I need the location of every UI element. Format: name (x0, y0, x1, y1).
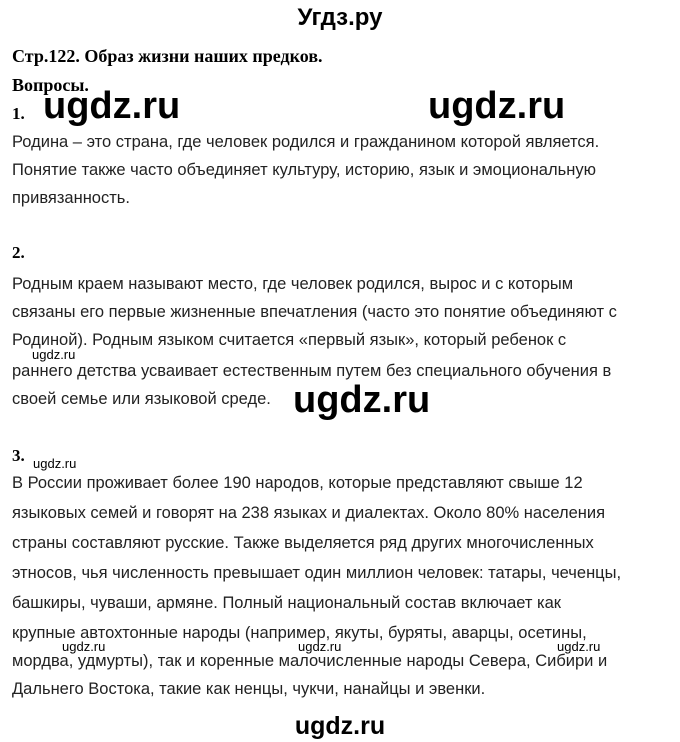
watermark-small-5: ugdz.ru (557, 639, 601, 654)
answer-3-line-5: башкиры, чуваши, армяне. Полный национальный состав включает как (12, 594, 562, 612)
answer-2-line-2: связаны его первые жизненные впечатления (часто это понятие объединяют с (12, 303, 617, 321)
answer-1-line-2: Понятие также часто объединяет культуру, историю, язык и эмоциональную (12, 161, 596, 179)
question-number-1: 1. (12, 104, 25, 123)
section-label: Вопросы. (12, 75, 89, 95)
answer-3-line-4: этносов, чья численность превышает один миллион человек: татары, чеченцы, (12, 564, 622, 582)
watermark-large-1: ugdz.ru (43, 85, 181, 127)
answer-3-line-1: В России проживает более 190 народов, которые представляют свыше 12 (12, 474, 583, 492)
answer-2-line-5: своей семье или языковой среде. (12, 390, 271, 408)
watermark-large-3: ugdz.ru (293, 379, 431, 421)
question-number-3: 3. (12, 446, 25, 465)
page-heading: Стр.122. Образ жизни наших предков. (12, 46, 323, 66)
watermark-small-2: ugdz.ru (33, 456, 77, 471)
answer-2-line-3: Родиной). Родным языком считается «первый язык», который ребенок с (12, 331, 567, 349)
answer-1-line-1: Родина – это страна, где человек родился и гражданином которой является. (12, 133, 600, 151)
answer-3-line-7: мордва, удмурты), так и коренные малочисленные народы Севера, Сибири и (12, 652, 608, 670)
watermark-small-3: ugdz.ru (62, 639, 106, 654)
answer-3-line-3: страны составляют русские. Также выделяется ряд других многочисленных (12, 534, 594, 552)
answer-3-line-2: языковых семей и говорят на 238 языках и диалектах. Около 80% населения (12, 504, 606, 522)
site-title: Угдз.ру (297, 4, 383, 31)
answer-3-line-6: крупные автохтонные народы (например, якуты, буряты, аварцы, осетины, (12, 624, 587, 642)
answer-1-line-3: привязанность. (12, 189, 130, 207)
question-number-2: 2. (12, 243, 25, 262)
watermark-large-2: ugdz.ru (428, 85, 566, 127)
answer-2-line-4: раннего детства усваивает естественным путем без специального обучения в (12, 362, 612, 380)
watermark-small-4: ugdz.ru (298, 639, 342, 654)
answer-3-line-8: Дальнего Востока, такие как ненцы, чукчи, нанайцы и эвенки. (12, 680, 486, 698)
watermark-footer: ugdz.ru (294, 712, 386, 740)
answer-2-line-1: Родным краем называют место, где человек родился, вырос и с которым (12, 275, 574, 293)
watermark-small-1: ugdz.ru (32, 347, 76, 362)
